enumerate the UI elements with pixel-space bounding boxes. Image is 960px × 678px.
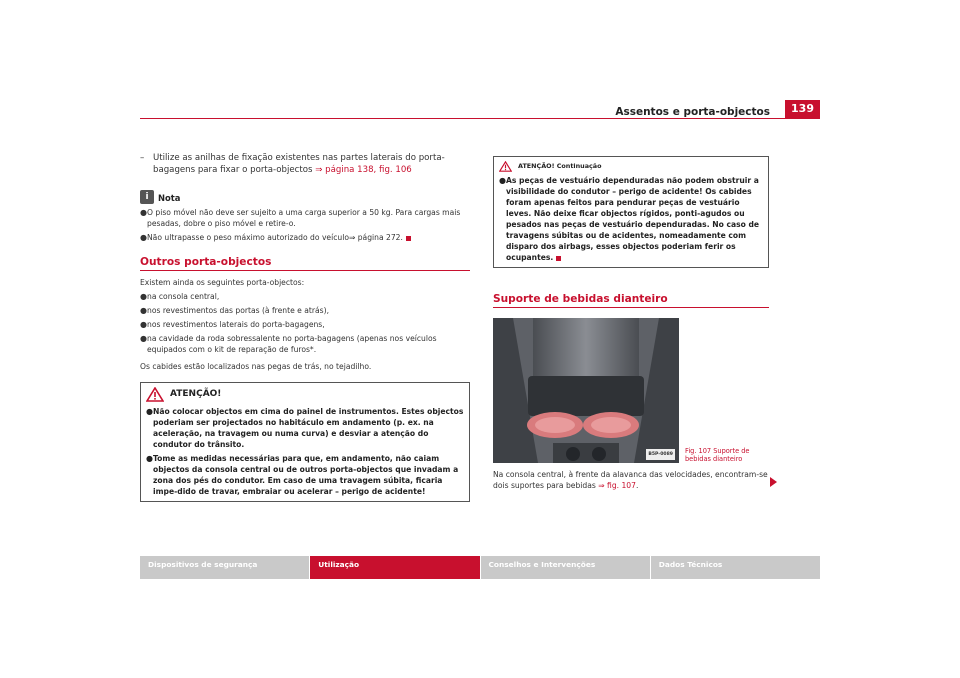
figure-107: [493, 318, 769, 463]
note-label: Nota: [158, 193, 181, 203]
figure-link[interactable]: ⇒ fig. 107: [598, 481, 636, 490]
right-column: [493, 156, 769, 491]
warning-bullet-text: As peças de vestuário dependuradas não podem obstruir a visibilidade do condutor – perigo de acidente! Os cabides foram apenas feitos para pendurar peças de vestuário leves. Não deixe ficar objectos rígidos, ponti-agudos ou pesados nas peças de vestuário dependuradas. No caso de travagens súbitas ou de acidentes, nomeadamente com disparo dos airbags, esses objectos poderiam ferir os ocupantes.: [506, 176, 760, 262]
header-rule: [140, 118, 820, 119]
list-item-text: nos revestimentos das portas (à frente e atrás),: [147, 306, 330, 315]
section-title-outros: Outros porta-objectos: [140, 257, 470, 271]
warning-box: [140, 382, 470, 502]
warning-cont-label: ATENÇÃO! Continuação: [518, 162, 602, 170]
figure-caption: Fig. 107 Suporte de bebidas dianteiro: [685, 447, 750, 463]
list-item-text: na consola central,: [147, 292, 220, 301]
hooks-text: Os cabides estão localizados nas pegas de trás, no tejadilho.: [140, 362, 372, 371]
warning-triangle-icon: [146, 387, 164, 402]
footer-tab-dados[interactable]: Dados Técnicos: [651, 556, 820, 579]
footer-tab-utilizacao[interactable]: Utilização: [310, 556, 479, 579]
section-title-suporte: Suporte de bebidas dianteiro: [493, 294, 769, 308]
note-bullet: [140, 232, 470, 243]
note-bullet-text: O piso móvel não deve ser sujeito a uma carga superior a 50 kg. Para cargas mais pesadas, dobre o piso móvel e retire-o.: [147, 208, 461, 228]
step-page-link[interactable]: ⇒ página 138, fig. 106: [315, 165, 412, 175]
bullet-icon: ●: [140, 334, 147, 343]
instruction-step: [140, 152, 470, 176]
warning-cont-header: [499, 161, 763, 172]
list-item-text: nos revestimentos laterais do porta-bagagens,: [147, 320, 325, 329]
header-title: Assentos e porta-objectos: [615, 106, 770, 118]
bullet-icon: ●: [140, 233, 147, 242]
cup-holder-photo: [493, 318, 679, 463]
list-item: [140, 319, 470, 330]
console-illustration: [493, 318, 679, 463]
bullet-icon: ●: [499, 176, 506, 185]
note-header: [140, 190, 470, 204]
note-bullet-text: Não ultrapasse o peso máximo autorizado do veículo⇒ página 272.: [147, 233, 403, 242]
bullet-icon: ●: [146, 407, 153, 416]
body-text-main: Na consola central, à frente da alavanca das velocidades, encontram-se dois suportes para bebidas: [493, 470, 768, 490]
bullet-icon: ●: [140, 320, 147, 329]
end-mark-icon: [556, 256, 561, 261]
body-text: [493, 469, 769, 491]
body-text-end: .: [635, 481, 639, 490]
footer-tab-conselhos[interactable]: Conselhos e Intervenções: [481, 556, 650, 579]
list-item: [140, 291, 470, 302]
list-item: [140, 305, 470, 316]
list-item: [140, 333, 470, 355]
footer-nav: [140, 556, 820, 579]
figure-code: B5P-0089: [646, 449, 675, 460]
warning-bullet-text: Não colocar objectos em cima do painel de instrumentos. Estes objectos poderiam ser projectados no habitáculo em andamento (p. ex. na aceleração, na travagem ou numa curva) e desviar a atenção do condutor do trânsito.: [153, 407, 464, 449]
warning-header: [146, 387, 464, 402]
end-mark-icon: [406, 236, 411, 241]
warning-bullet: [499, 175, 763, 263]
continue-arrow-icon: [770, 477, 777, 487]
warning-continued-box: [493, 156, 769, 268]
bullet-icon: ●: [140, 208, 147, 217]
step-dash: –: [140, 153, 145, 163]
warning-bullet: [146, 406, 464, 450]
footer-tab-seguranca[interactable]: Dispositivos de segurança: [140, 556, 309, 579]
step-text: Utilize as anilhas de fixação existentes nas partes laterais do porta-bagagens para fixar o porta-objectos: [153, 153, 445, 175]
warning-bullet-text: Tome as medidas necessárias para que, em andamento, não caiam objectos da consola central ou de outros porta-objectos que invadam a zona dos pés do condutor. Em caso de uma travagem súbita, ficaria impe-dido de travar, embraiar ou acelerar – perigo de acidente!: [153, 454, 459, 496]
warning-bullet: [146, 453, 464, 497]
note-bullet: [140, 207, 470, 229]
list-item-text: na cavidade da roda sobressalente no porta-bagagens (apenas nos veículos equipados com o kit de reparação de furos*.: [147, 334, 437, 354]
warning-triangle-icon: [499, 161, 512, 172]
intro-text: Existem ainda os seguintes porta-objectos:: [140, 278, 305, 287]
left-column: [140, 152, 470, 502]
warning-label: ATENÇÃO!: [170, 389, 222, 399]
bullet-icon: ●: [146, 454, 153, 463]
info-icon: i: [140, 190, 154, 204]
bullet-icon: ●: [140, 306, 147, 315]
bullet-icon: ●: [140, 292, 147, 301]
page-number: 139: [785, 100, 820, 118]
